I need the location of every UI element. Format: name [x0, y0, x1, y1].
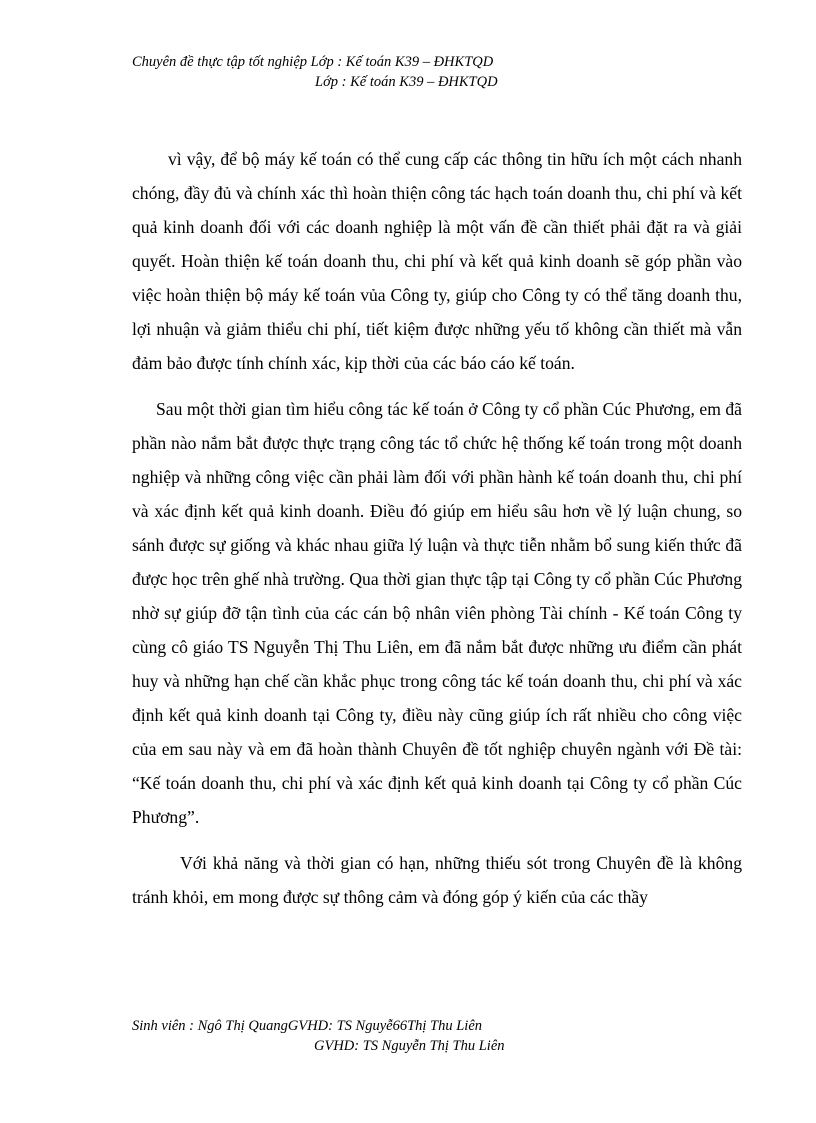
body-text: [132, 142, 742, 914]
footer-line-1: [132, 1016, 505, 1036]
paragraph-3: Với khả năng và thời gian có hạn, những thiếu sót trong Chuyên đề là không tránh khỏi, em mong được sự thông cảm và đóng góp ý kiến của các thầy: [132, 853, 742, 907]
footer-advisor-tail: Thị Thu Liên: [407, 1018, 483, 1034]
page-number: 66: [392, 1018, 408, 1034]
page-footer: [132, 1016, 505, 1056]
paragraph-2: Sau một thời gian tìm hiểu công tác kế toán ở Công ty cổ phần Cúc Phương, em đã phần nào nắm bắt được thực trạng công tác tổ chức hệ thống kế toán trong một doanh nghiệp và những công việc cần phải làm đối với phần hành kế toán doanh thu, chi phí và xác định kết quả kinh doanh. Điều đó giúp em hiểu sâu hơn về lý luận chung, so sánh được sự giống và khác nhau giữa lý luận và thực tiễn nhằm bổ sung kiến thức đã được học trên ghế nhà trường. Qua thời gian thực tập tại Công ty cổ phần Cúc Phương nhờ sự giúp đỡ tận tình của các cán bộ nhân viên phòng Tài chính - Kế toán Công ty cùng cô giáo TS Nguyễn Thị Thu Liên, em đã nắm bắt được những ưu điểm cần phát huy và những hạn chế cần khắc phục trong công tác kế toán doanh thu, chi phí và xác định kết quả kinh doanh tại Công ty, điều này cũng giúp ích rất nhiều cho công việc của em sau này và em đã hoàn thành Chuyên đề tốt nghiệp chuyên ngành với Đề tài: “Kế toán doanh thu, chi phí và xác định kết quả kinh doanh tại Công ty cổ phần Cúc Phương”.: [132, 399, 742, 827]
header-line-1: Chuyên đề thực tập tốt nghiệp Lớp : Kế toán K39 – ĐHKTQD: [132, 54, 494, 70]
paragraph-1: vì vậy, để bộ máy kế toán có thể cung cấp các thông tin hữu ích một cách nhanh chóng, đầy đủ và chính xác thì hoàn thiện công tác hạch toán doanh thu, chi phí và kết quả kinh doanh đối với các doanh nghiệp là một vấn đề cần thiết phải đặt ra và giải quyết. Hoàn thiện kế toán doanh thu, chi phí và kết quả kinh doanh sẽ góp phần vào việc hoàn thiện bộ máy kế toán vủa Công ty, giúp cho Công ty có thể tăng doanh thu, lợi nhuận và giảm thiểu chi phí, tiết kiệm được những yếu tố không cần thiết mà vẫn đảm bảo được tính chính xác, kịp thời của các báo cáo kế toán.: [132, 149, 742, 373]
header-line-2: Lớp : Kế toán K39 – ĐHKTQD: [315, 74, 498, 90]
page-header: [132, 52, 498, 92]
footer-student-advisor: Sinh viên : Ngô Thị QuangGVHD: TS Nguyễ: [132, 1018, 393, 1034]
footer-line-2: GVHD: TS Nguyễn Thị Thu Liên: [314, 1038, 505, 1054]
